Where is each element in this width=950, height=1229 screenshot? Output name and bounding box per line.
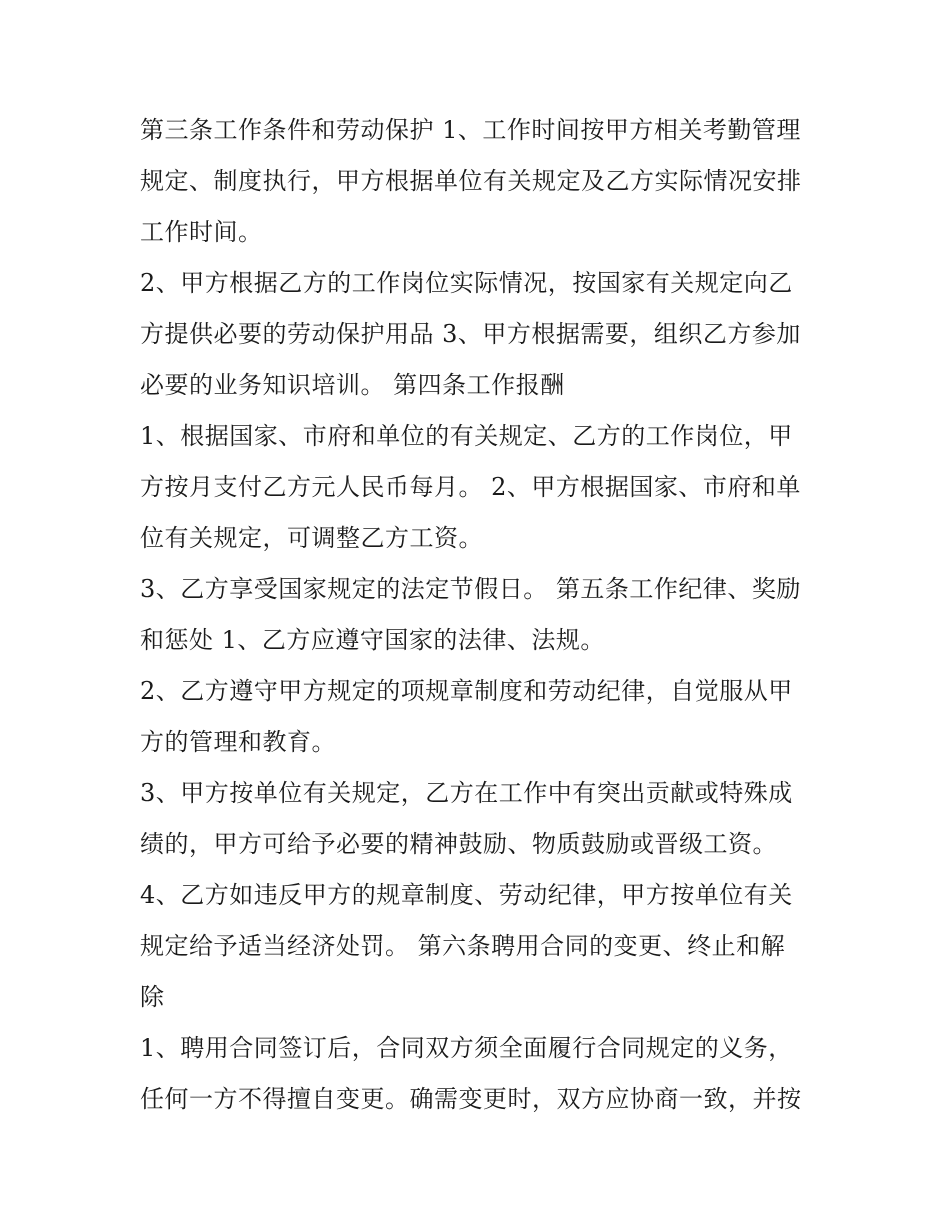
text-line: 绩的，甲方可给予必要的精神鼓励、物质鼓励或晋级工资。 (140, 830, 777, 858)
text-line: 方的管理和教育。 (140, 728, 336, 756)
text-line: 方按月支付乙方元人民币每月。 2、甲方根据国家、市府和单 (140, 473, 801, 501)
text-line: 3、乙方享受国家规定的法定节假日。 第五条工作纪律、奖励 (140, 575, 801, 603)
document-body (140, 105, 820, 1125)
text-line: 除 (140, 983, 165, 1011)
text-line: 必要的业务知识培训。 第四条工作报酬 (140, 371, 565, 399)
text-line: 方提供必要的劳动保护用品 3、甲方根据需要，组织乙方参加 (140, 320, 801, 348)
text-line: 1、聘用合同签订后，合同双方须全面履行合同规定的义务， (140, 1034, 793, 1062)
text-line: 2、乙方遵守甲方规定的项规章制度和劳动纪律，自觉服从甲 (140, 677, 793, 705)
text-line: 工作时间。 (140, 218, 263, 246)
text-line: 3、甲方按单位有关规定，乙方在工作中有突出贡献或特殊成 (140, 779, 793, 807)
text-line: 任何一方不得擅自变更。确需变更时，双方应协商一致，并按 (140, 1085, 802, 1113)
text-line: 规定给予适当经济处罚。 第六条聘用合同的变更、终止和解 (140, 932, 786, 960)
text-line: 位有关规定，可调整乙方工资。 (140, 524, 483, 552)
text-line: 4、乙方如违反甲方的规章制度、劳动纪律，甲方按单位有关 (140, 881, 793, 909)
text-line: 规定、制度执行，甲方根据单位有关规定及乙方实际情况安排 (140, 167, 802, 195)
text-line: 1、根据国家、市府和单位的有关规定、乙方的工作岗位，甲 (140, 422, 793, 450)
text-line: 2、甲方根据乙方的工作岗位实际情况，按国家有关规定向乙 (140, 269, 793, 297)
text-line: 第三条工作条件和劳动保护 1、工作时间按甲方相关考勤管理 (140, 116, 801, 144)
text-line: 和惩处 1、乙方应遵守国家的法律、法规。 (140, 626, 605, 654)
